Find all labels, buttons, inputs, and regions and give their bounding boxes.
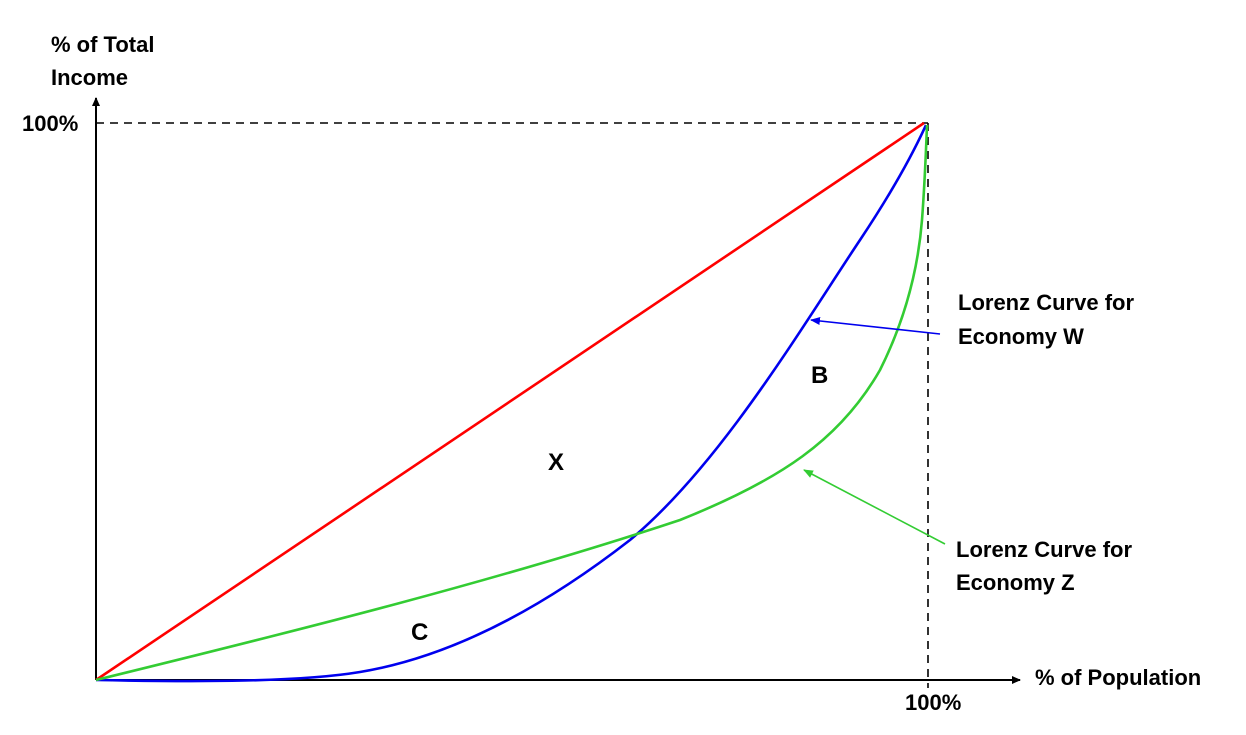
- economy-z-pointer-arrow: [804, 470, 945, 544]
- economy-z-annotation-line2: Economy Z: [956, 570, 1075, 595]
- y-axis-100-tick-label: 100%: [22, 111, 79, 136]
- x-axis-100-tick-label: 100%: [905, 690, 962, 715]
- economy-w-pointer-arrow: [811, 320, 940, 334]
- region-label-c: C: [411, 619, 429, 646]
- economy-w-annotation-line2: Economy W: [958, 324, 1084, 349]
- economy-w-annotation-line1: Lorenz Curve for: [958, 290, 1135, 315]
- y-axis-label-line1: % of Total: [51, 32, 155, 57]
- economy-z-annotation-line1: Lorenz Curve for: [956, 537, 1133, 562]
- x-axis-label: % of Population: [1035, 665, 1202, 690]
- y-axis-label-line2: Income: [51, 65, 129, 90]
- region-label-x: X: [548, 449, 565, 476]
- region-label-b: B: [811, 362, 829, 389]
- line-of-equality: [96, 123, 924, 680]
